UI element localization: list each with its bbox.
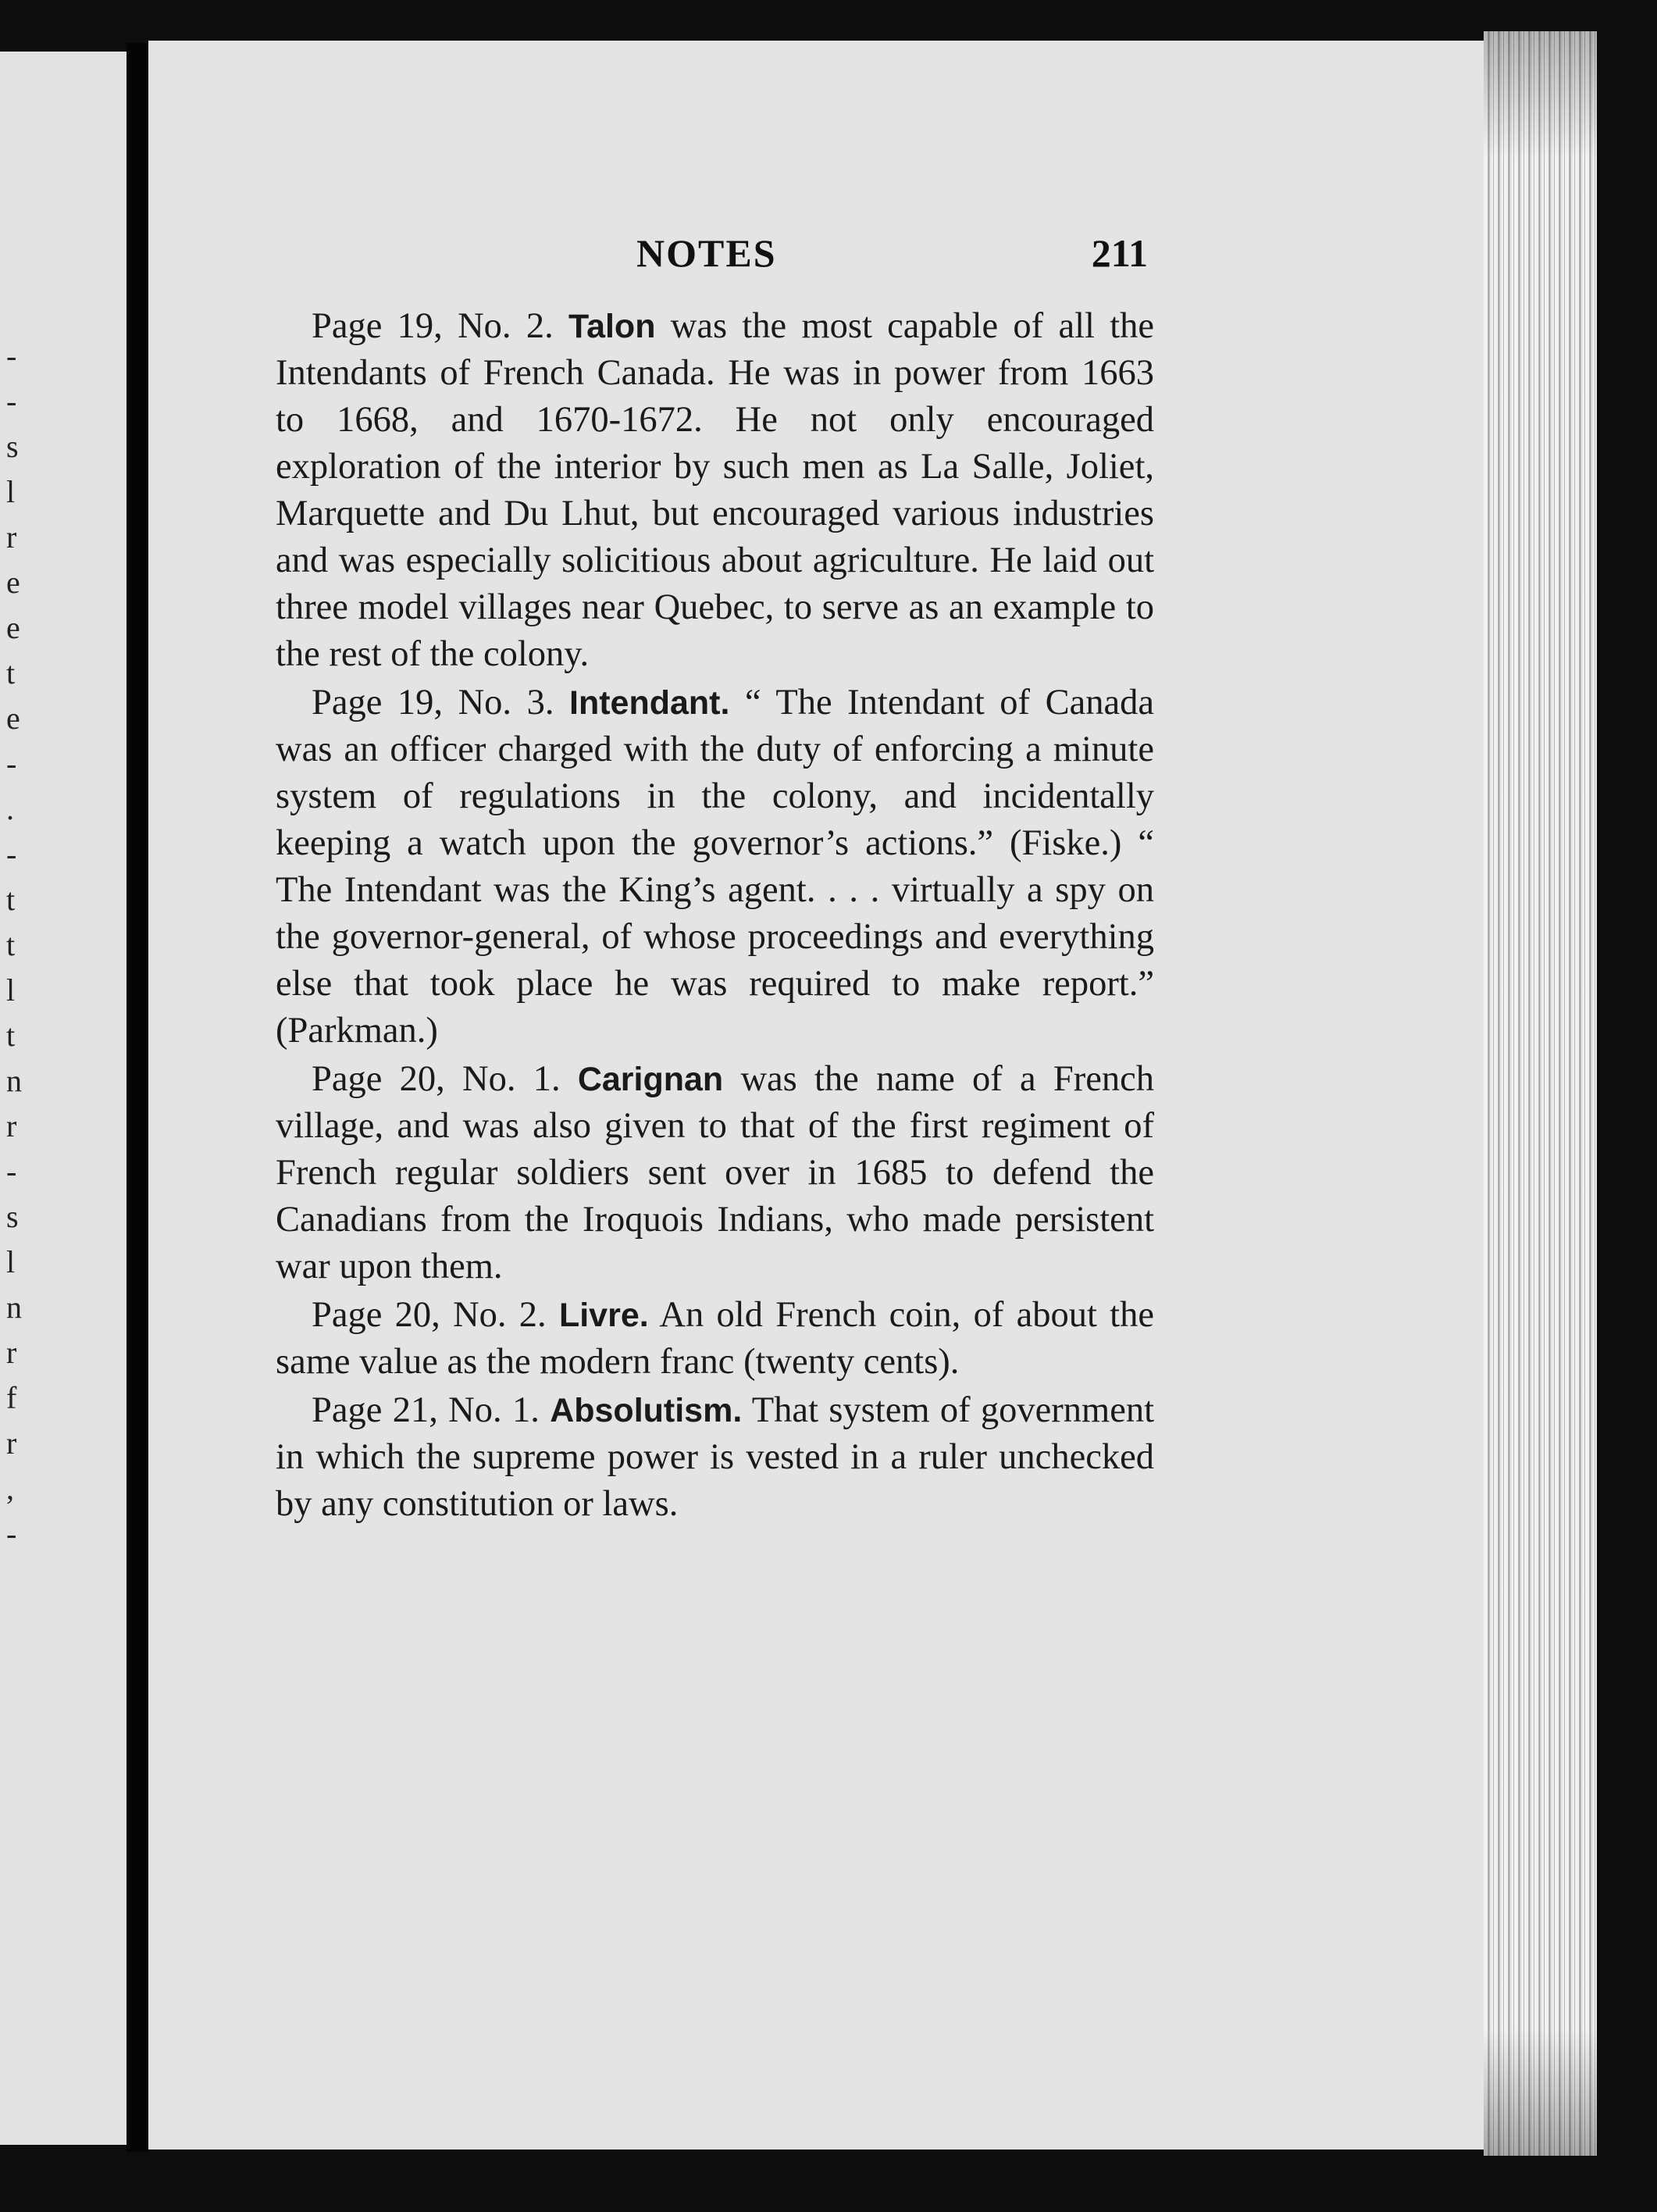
running-head: NOTES <box>636 231 777 275</box>
page-number: 211 <box>1091 231 1148 275</box>
previous-page-fragment: n <box>6 1290 22 1325</box>
previous-page-fragment: t <box>6 655 16 690</box>
notes-body <box>276 303 1154 1529</box>
page-fore-edge-shadow <box>1484 31 1597 2156</box>
note-reference: Page 21, No. 1. <box>312 1390 540 1430</box>
previous-page-fragment: t <box>6 1018 16 1053</box>
previous-page-fragment: n <box>6 1063 22 1098</box>
note-reference: Page 20, No. 1. <box>312 1059 561 1099</box>
previous-page-fragment: r <box>6 1335 17 1370</box>
note-paragraph <box>276 303 1154 678</box>
previous-page-fragment: r <box>6 1108 17 1143</box>
note-paragraph <box>276 1292 1154 1386</box>
note-paragraph <box>276 1056 1154 1290</box>
note-reference: Page 19, No. 2. <box>312 306 554 346</box>
note-text: was the name of a French village, and was also given to that of the first regiment of French regular soldiers sent over in 1685 to defend the Canadians from the Iroquois Indians, who made persistent war upon them. <box>276 1059 1154 1286</box>
previous-page-fragment: - <box>6 384 17 419</box>
previous-page-edge-fragments <box>0 52 127 2145</box>
previous-page-fragment: r <box>6 1425 17 1461</box>
previous-page-fragment: , <box>6 1471 14 1506</box>
note-term: Livre. <box>558 1297 649 1334</box>
previous-page-fragment: - <box>6 338 17 373</box>
previous-page-fragment: t <box>6 882 16 917</box>
note-paragraph <box>276 680 1154 1054</box>
previous-page-fragment: t <box>6 927 16 962</box>
previous-page-fragment: e <box>6 565 20 600</box>
note-term: Talon <box>568 308 656 345</box>
book-gutter <box>127 43 150 2152</box>
previous-page-fragment: - <box>6 1516 17 1551</box>
note-reference: Page 19, No. 3. <box>312 683 554 722</box>
previous-page-fragment: e <box>6 610 20 645</box>
previous-page-fragment: . <box>6 791 14 826</box>
previous-page-fragment: l <box>6 1244 16 1279</box>
note-text: “ The Intendant of Canada was an officer charged with the duty of enforcing a minute system of regulations in the colony, and incidentally keeping a watch upon the governor’s actions.” (Fiske.) “ The Intendant was the King’s agent. . . . virtually a spy on the governor-general, of whose proceedings and everything else that took place he was required to make report.” (Parkman.) <box>276 683 1155 1051</box>
previous-page-fragment: l <box>6 972 16 1008</box>
note-term: Absolutism. <box>550 1392 743 1429</box>
note-text: was the most capable of all the Intendants of French Canada. He was in power from 1663 to 1668, and 1670-1672. He not only encouraged exploration of the interior by such men as La Salle, Joliet, Marquette and Du Lhut, but encouraged various industries and was especially solicitious about agriculture. He laid out three model villages near Quebec, to serve as an example to the rest of the colony. <box>276 306 1155 674</box>
note-text: That system of government in which the supreme power is vested in a ruler unchecked by any constitution or laws. <box>276 1390 1155 1524</box>
previous-page-fragment: - <box>6 837 17 872</box>
previous-page-fragment: l <box>6 474 16 509</box>
previous-page-fragment: s <box>6 429 19 464</box>
previous-page-fragment: e <box>6 701 20 736</box>
note-reference: Page 20, No. 2. <box>312 1295 547 1335</box>
note-text: An old French coin, of about the same value as the modern franc (twenty cents). <box>276 1295 1154 1382</box>
note-paragraph <box>276 1387 1154 1528</box>
previous-page <box>0 52 127 2145</box>
note-term: Carignan <box>577 1061 724 1098</box>
previous-page-fragment: - <box>6 746 17 781</box>
page-header <box>281 230 1148 277</box>
previous-page-fragment: f <box>6 1380 17 1415</box>
note-term: Intendant. <box>569 684 730 722</box>
previous-page-fragment: s <box>6 1199 19 1234</box>
previous-page-fragment: r <box>6 519 17 555</box>
previous-page-fragment: - <box>6 1154 17 1189</box>
